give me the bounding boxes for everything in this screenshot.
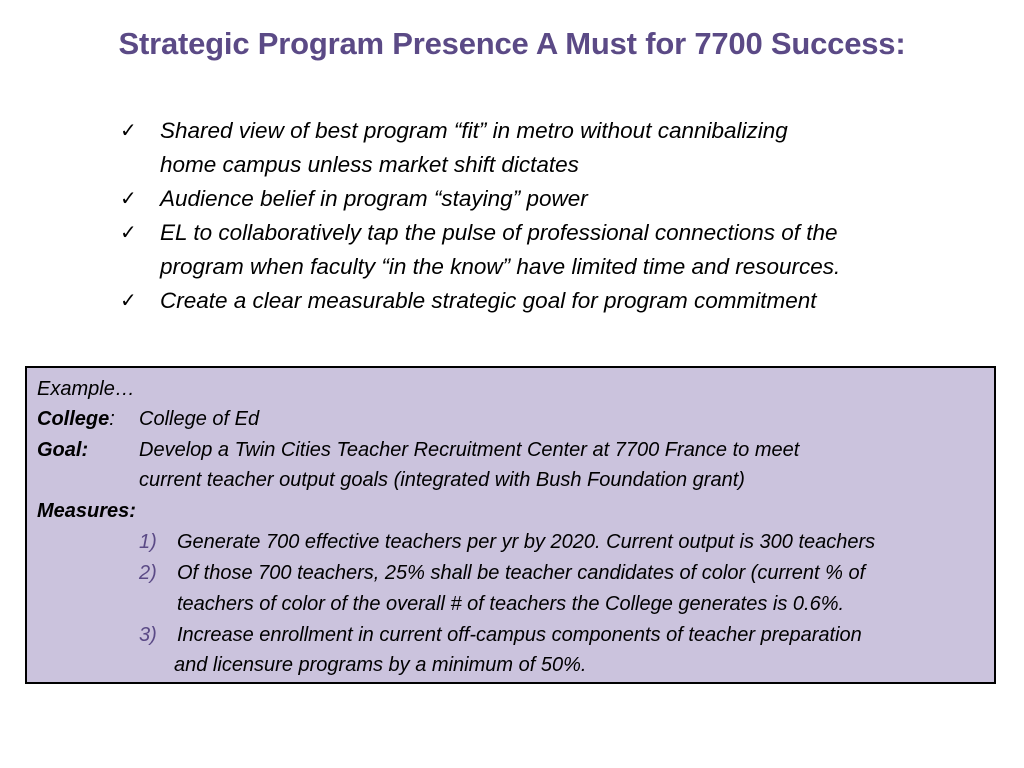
checklist-item	[120, 114, 1000, 182]
checklist-item-line: EL to collaboratively tap the pulse of professional connections of the	[160, 220, 838, 245]
measure-text: Increase enrollment in current off-campus components of teacher preparation	[177, 624, 862, 646]
slide-title: Strategic Program Presence A Must for 7700 Success:	[118, 26, 906, 61]
goal-row	[37, 435, 800, 465]
college-value: College of Ed	[139, 408, 260, 430]
measure-text: teachers of color of the overall # of teachers the College generates is 0.6%.	[177, 593, 845, 615]
goal-line: current teacher output goals (integrated with Bush Foundation grant)	[139, 469, 745, 491]
checklist-item-line: Audience belief in program “staying” power	[160, 186, 588, 211]
measure-text: Of those 700 teachers, 25% shall be teacher candidates of color (current % of	[177, 562, 866, 584]
checklist-item-line: program when faculty “in the know” have limited time and resources.	[160, 254, 841, 279]
checklist-item-line: Create a clear measurable strategic goal for program commitment	[160, 288, 817, 313]
checkmark-icon: ✓	[120, 290, 137, 312]
checklist-item-line: home campus unless market shift dictates	[160, 152, 579, 177]
checklist-item	[120, 216, 1000, 284]
example-box	[25, 366, 996, 684]
checklist-item	[120, 284, 1000, 318]
measure-number: 2)	[139, 562, 157, 584]
college-label: College	[37, 408, 110, 430]
checkmark-icon: ✓	[120, 120, 137, 142]
college-row	[37, 404, 260, 434]
example-intro: Example…	[37, 378, 135, 400]
measure-number: 3)	[139, 624, 157, 646]
measure-text: Generate 700 effective teachers per yr by 2020. Current output is 300 teachers	[177, 531, 876, 553]
checklist-item	[120, 182, 1000, 216]
measure-number: 1)	[139, 531, 157, 553]
measures-label: Measures:	[37, 500, 136, 522]
checklist	[120, 114, 1000, 318]
goal-label: Goal:	[37, 439, 89, 461]
measure-text: and licensure programs by a minimum of 50%.	[174, 654, 587, 676]
checkmark-icon: ✓	[120, 188, 137, 210]
checklist-item-line: Shared view of best program “fit” in metro without cannibalizing	[160, 118, 788, 143]
checkmark-icon: ✓	[120, 222, 137, 244]
goal-line: Develop a Twin Cities Teacher Recruitment Center at 7700 France to meet	[139, 439, 800, 461]
college-colon: :	[109, 408, 115, 430]
